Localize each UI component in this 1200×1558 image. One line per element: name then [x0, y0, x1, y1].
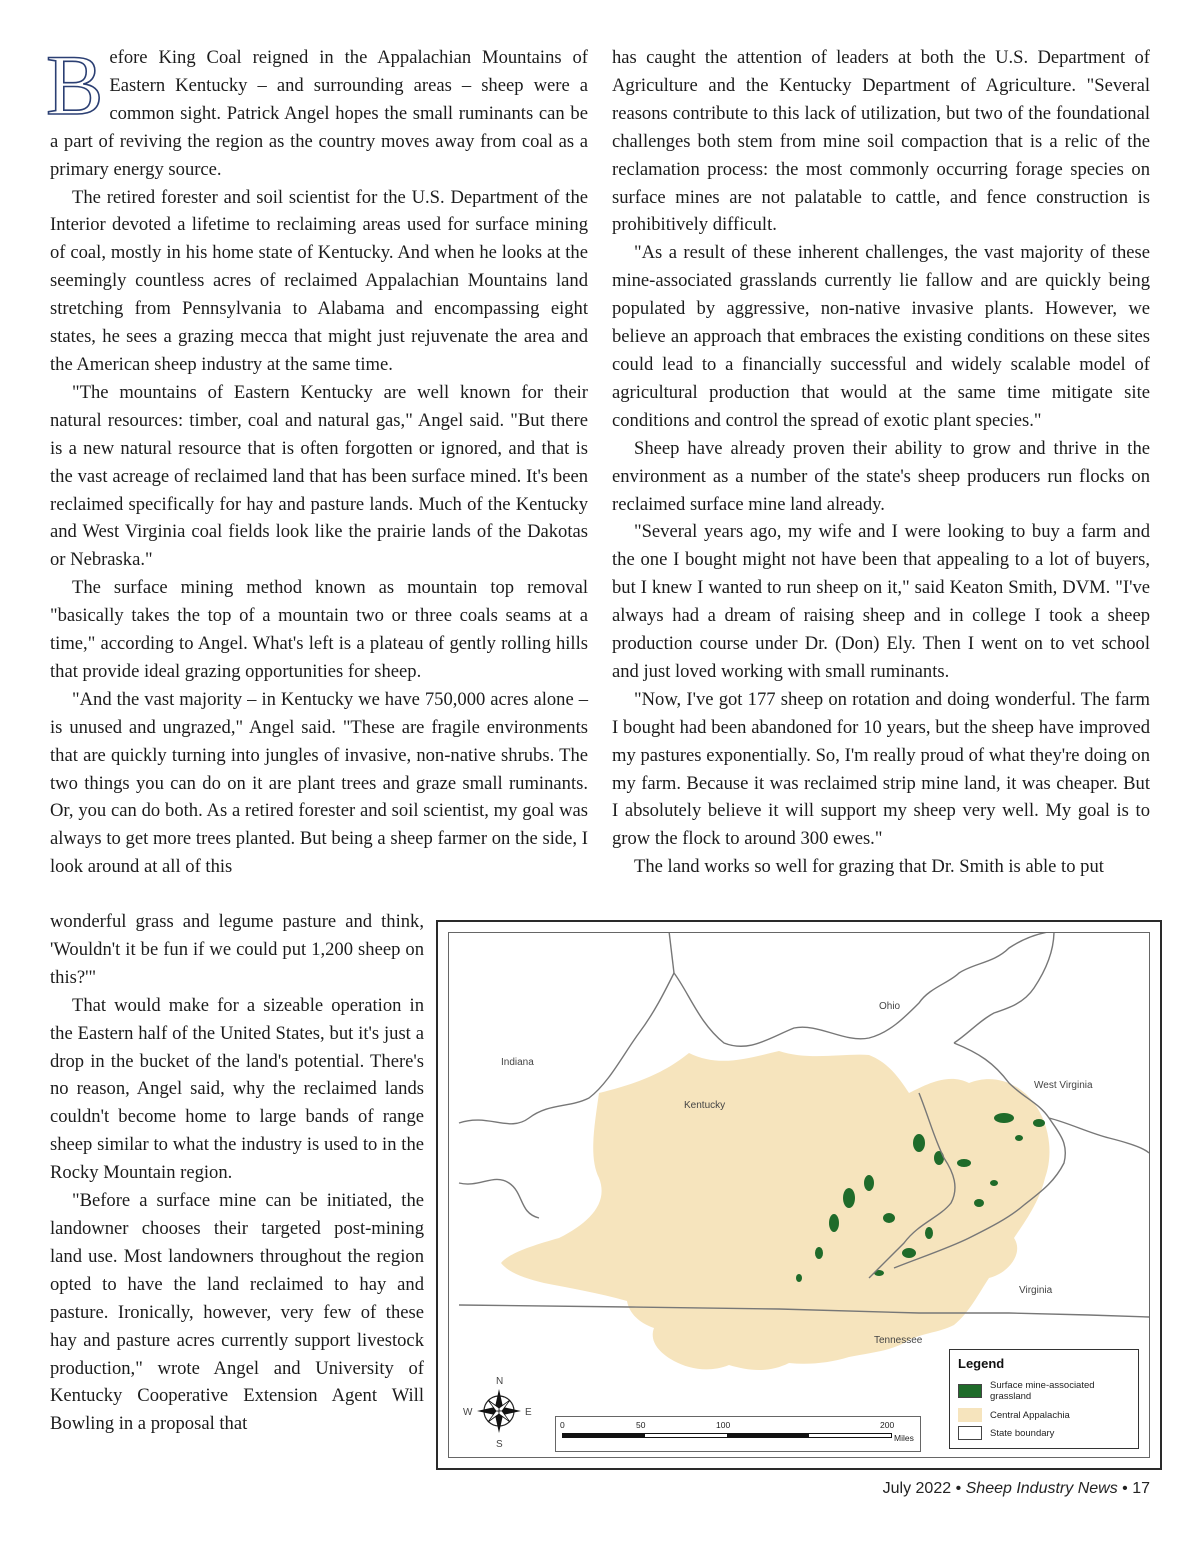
paragraph: "Several years ago, my wife and I were looking to buy a farm and the one I bought might not have been that appealing to a lot of buyers, but I knew I wanted to run sheep on it," said Keaton Smith, DVM. "I've always had a dream of raising sheep and in college I took a sheep production course under Dr. (Don) Ely. Then I went on to vet school and just loved working with small ruminants.	[612, 521, 1150, 682]
paragraph: Before King Coal reigned in the Appalachian Mountains of Eastern Kentucky – and surrounding areas – sheep were a common sight. Patrick Angel hopes the small ruminants can be a part of reviving the region as the country moves away from coal as a primary energy source.	[46, 37, 588, 180]
scale-bar-box	[555, 1416, 921, 1452]
grassland-patch	[864, 1175, 874, 1191]
paragraph: The retired forester and soil scientist for the U.S. Department of the Interior devoted a lifetime to reclaiming areas used for surface mining of coal, mostly in his home state of Kentucky. And when he looks at the seemingly countless acres of reclaimed Appalachian Mountains land stretching from Pennsylvania to Alabama and encompassing eight states, he sees a grazing mecca that might just rejuvenate the area and the American sheep industry at the same time.	[50, 186, 588, 375]
paragraph: "As a result of these inherent challenges, the vast majority of these mine-associated grasslands currently lie fallow and are quickly being populated by aggressive, non-native invasive plants. However, we believe an approach that embraces the existing conditions on these sites could lead to a financially successful and widely scalable model of agricultural production that would at the same time mitigate site conditions and control the spread of exotic plant species."	[612, 242, 1150, 431]
grassland-patch	[957, 1159, 971, 1167]
legend-label: Central Appalachia	[990, 1409, 1070, 1421]
legend-swatch-boundary	[958, 1426, 982, 1440]
scale-tick: 100	[716, 1420, 731, 1430]
map-legend	[949, 1349, 1139, 1449]
legend-label: Surface mine-associated grassland	[990, 1380, 1095, 1402]
paragraph: Sheep have already proven their ability to grow and thrive in the environment as a number of the state's sheep producers run flocks on reclaimed surface mine land already.	[612, 437, 1150, 515]
paragraph: "The mountains of Eastern Kentucky are well known for their natural resources: timber, coal and natural gas," Angel said. "But there is a new natural resource that is often forgotten or ignored, and that is the vast acreage of reclaimed land that has been surface mined. It's been reclaimed specifically for hay and pasture lands. Much of the Kentucky and West Virginia coal fields look like the prairie lands of the Dakotas or Nebraska."	[50, 381, 588, 571]
legend-title: Legend	[958, 1356, 1005, 1371]
grassland-patch	[974, 1199, 984, 1207]
indiana-ohio-boundary	[669, 933, 674, 973]
compass-rose-icon	[463, 1376, 532, 1450]
grassland-patch	[796, 1274, 802, 1282]
page-footer: July 2022 • Sheep Industry News • 17	[882, 1480, 1150, 1497]
paragraph: "Now, I've got 177 sheep on rotation and doing wonderful. The farm I bought had been abandoned for 10 years, but the sheep have improved my pastures exponentially. So, I'm really proud of what they're doing on my farm. Because it was reclaimed strip mine land, it was cheaper. But I absolutely believe it will support my sheep very well. My goal is to grow the flock to around 300 ewes."	[612, 688, 1150, 850]
legend-label: State boundary	[990, 1427, 1055, 1439]
grassland-patch	[994, 1113, 1014, 1123]
map-panel	[448, 932, 1150, 1458]
paragraph: "And the vast majority – in Kentucky we have 750,000 acres alone – is unused and ungrazed," Angel said. "These are fragile environments that are quickly turning into jungles of invasive, non-native shrubs. The two things you can do on it are plant trees and graze small ruminants. Or, you can do both. As a retired forester and soil scientist, my goal was always to get more trees planted. But being a sheep farmer on the side, I look around at all of this	[50, 688, 588, 878]
indiana-kentucky-boundary	[459, 1179, 539, 1218]
drop-cap: B	[46, 37, 104, 133]
compass-w: W	[463, 1407, 473, 1418]
grassland-patch	[934, 1151, 944, 1165]
grassland-patch	[902, 1248, 916, 1258]
paragraph: The surface mining method known as mountain top removal "basically takes the top of a mountain two or three coals seams at a time," according to Angel. What's left is a plateau of gently rolling hills that provide ideal grazing opportunities for sheep.	[50, 577, 588, 682]
grassland-patch	[1033, 1119, 1045, 1127]
article-column-right	[612, 44, 1150, 881]
footer-publication: Sheep Industry News	[965, 1480, 1118, 1497]
compass-n: N	[496, 1376, 504, 1387]
state-label-kentucky: Kentucky	[684, 1100, 726, 1111]
compass-e: E	[525, 1407, 532, 1418]
grassland-patch	[815, 1247, 823, 1259]
scale-tick: 200	[880, 1420, 895, 1430]
scale-tick: 0	[560, 1420, 565, 1430]
state-label-ohio: Ohio	[879, 1001, 901, 1012]
article-column-left-bottom	[50, 908, 424, 1438]
paragraph: The land works so well for grazing that Dr. Smith is able to put	[634, 856, 1104, 878]
state-label-west-virginia	[1034, 1080, 1093, 1091]
legend-item-appalachia	[958, 1408, 1070, 1422]
legend-item-boundary	[958, 1426, 1054, 1440]
paragraph: wonderful grass and legume pasture and think, 'Wouldn't it be fun if we could put 1,200 sheep on this?'"	[50, 911, 424, 988]
grassland-patch	[925, 1227, 933, 1239]
grassland-patch	[913, 1134, 925, 1152]
ohio-wv-boundary	[954, 933, 1054, 1043]
state-label-west-virginia-line: West Virginia	[1034, 1080, 1093, 1091]
paragraph: "Before a surface mine can be initiated, the landowner chooses their targeted post-mining land use. Most landowners throughout the region opted to have the land reclaimed to hay and pasture. Ironically, however, very few of these hay and pasture acres currently support livestock production," wrote Angel and University of Kentucky Cooperative Extension Agent Will Bowling in a proposal that	[50, 1190, 424, 1435]
state-label-tennessee: Tennessee	[874, 1335, 923, 1346]
central-appalachia-region	[501, 1051, 1049, 1370]
state-label-indiana: Indiana	[501, 1057, 534, 1068]
scale-unit: Miles	[894, 1433, 914, 1443]
scale-tick: 50	[636, 1420, 646, 1430]
paragraph: has caught the attention of leaders at both the U.S. Department of Agriculture and the Kentucky Department of Agriculture. "Several reasons contribute to this lack of utilization, but two of the foundational challenges both stem from mine soil compaction that is a relic of the reclamation process: the most commonly occurring forage species on surface mines are not palatable to cattle, and fence construction is prohibitively difficult.	[612, 47, 1150, 236]
legend-swatch-appalachia	[958, 1408, 982, 1422]
scale-bar	[562, 1433, 892, 1438]
map-figure	[436, 920, 1162, 1470]
grassland-patch	[843, 1188, 855, 1208]
state-label-virginia: Virginia	[1019, 1285, 1053, 1296]
footer-page-number: 17	[1132, 1480, 1150, 1497]
grassland-patch	[990, 1180, 998, 1186]
legend-swatch-grassland	[958, 1384, 982, 1398]
virginia-east-boundary	[1049, 1118, 1149, 1153]
legend-item-grassland	[958, 1380, 1128, 1402]
compass-s: S	[496, 1439, 503, 1450]
article-column-left-top	[46, 37, 588, 881]
grassland-patch	[829, 1214, 839, 1232]
grassland-patch	[1015, 1135, 1023, 1141]
paragraph: That would make for a sizeable operation in the Eastern half of the United States, but it's just a drop in the bucket of the land's potential. There's no reason, Angel said, why the reclaimed lands couldn't become home to large bands of range sheep similar to what the industry is used to in the Rocky Mountain region.	[50, 994, 424, 1184]
footer-date: July 2022	[882, 1480, 952, 1497]
grassland-patch	[883, 1213, 895, 1223]
